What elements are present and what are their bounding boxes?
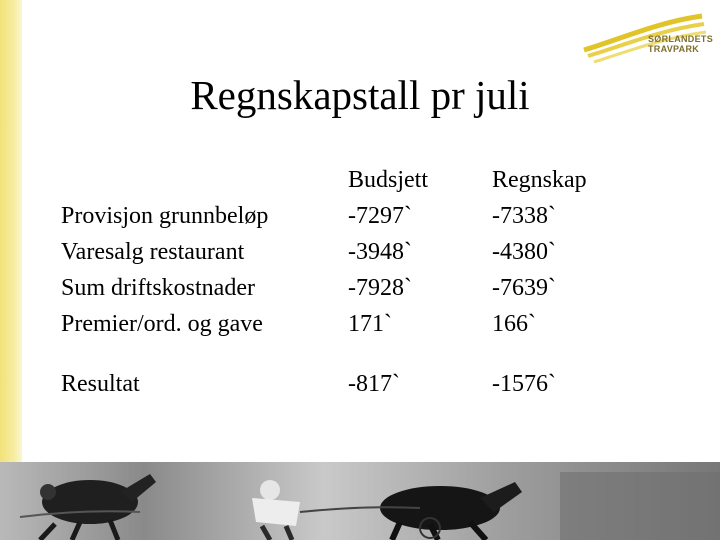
result-actual: -1576` bbox=[492, 371, 556, 397]
budget-header: Budsjett bbox=[348, 167, 429, 193]
logo-text bbox=[648, 34, 718, 54]
actual-column bbox=[492, 162, 587, 342]
actual-value: 166` bbox=[492, 311, 536, 337]
row-labels bbox=[61, 198, 268, 342]
result-label: Resultat bbox=[61, 371, 140, 397]
budget-value: -7928` bbox=[348, 275, 412, 301]
logo-line-1: SØRLANDETS bbox=[648, 34, 714, 44]
budget-value: 171` bbox=[348, 311, 392, 337]
row-label: Provisjon grunnbeløp bbox=[61, 203, 269, 229]
actual-value: -4380` bbox=[492, 239, 556, 265]
budget-column bbox=[348, 162, 428, 342]
row-label: Varesalg restaurant bbox=[61, 239, 245, 265]
actual-header: Regnskap bbox=[492, 167, 587, 193]
result-budget: -817` bbox=[348, 371, 400, 397]
budget-value: -7297` bbox=[348, 203, 412, 229]
actual-value: -7639` bbox=[492, 275, 556, 301]
budget-value: -3948` bbox=[348, 239, 412, 265]
page-title: Regnskapstall pr juli bbox=[190, 72, 530, 118]
row-label: Premier/ord. og gave bbox=[61, 311, 263, 337]
actual-value: -7338` bbox=[492, 203, 556, 229]
harness-racing-photo bbox=[0, 462, 720, 540]
row-label: Sum driftskostnader bbox=[61, 275, 255, 301]
logo-line-2: TRAVPARK bbox=[648, 44, 700, 54]
